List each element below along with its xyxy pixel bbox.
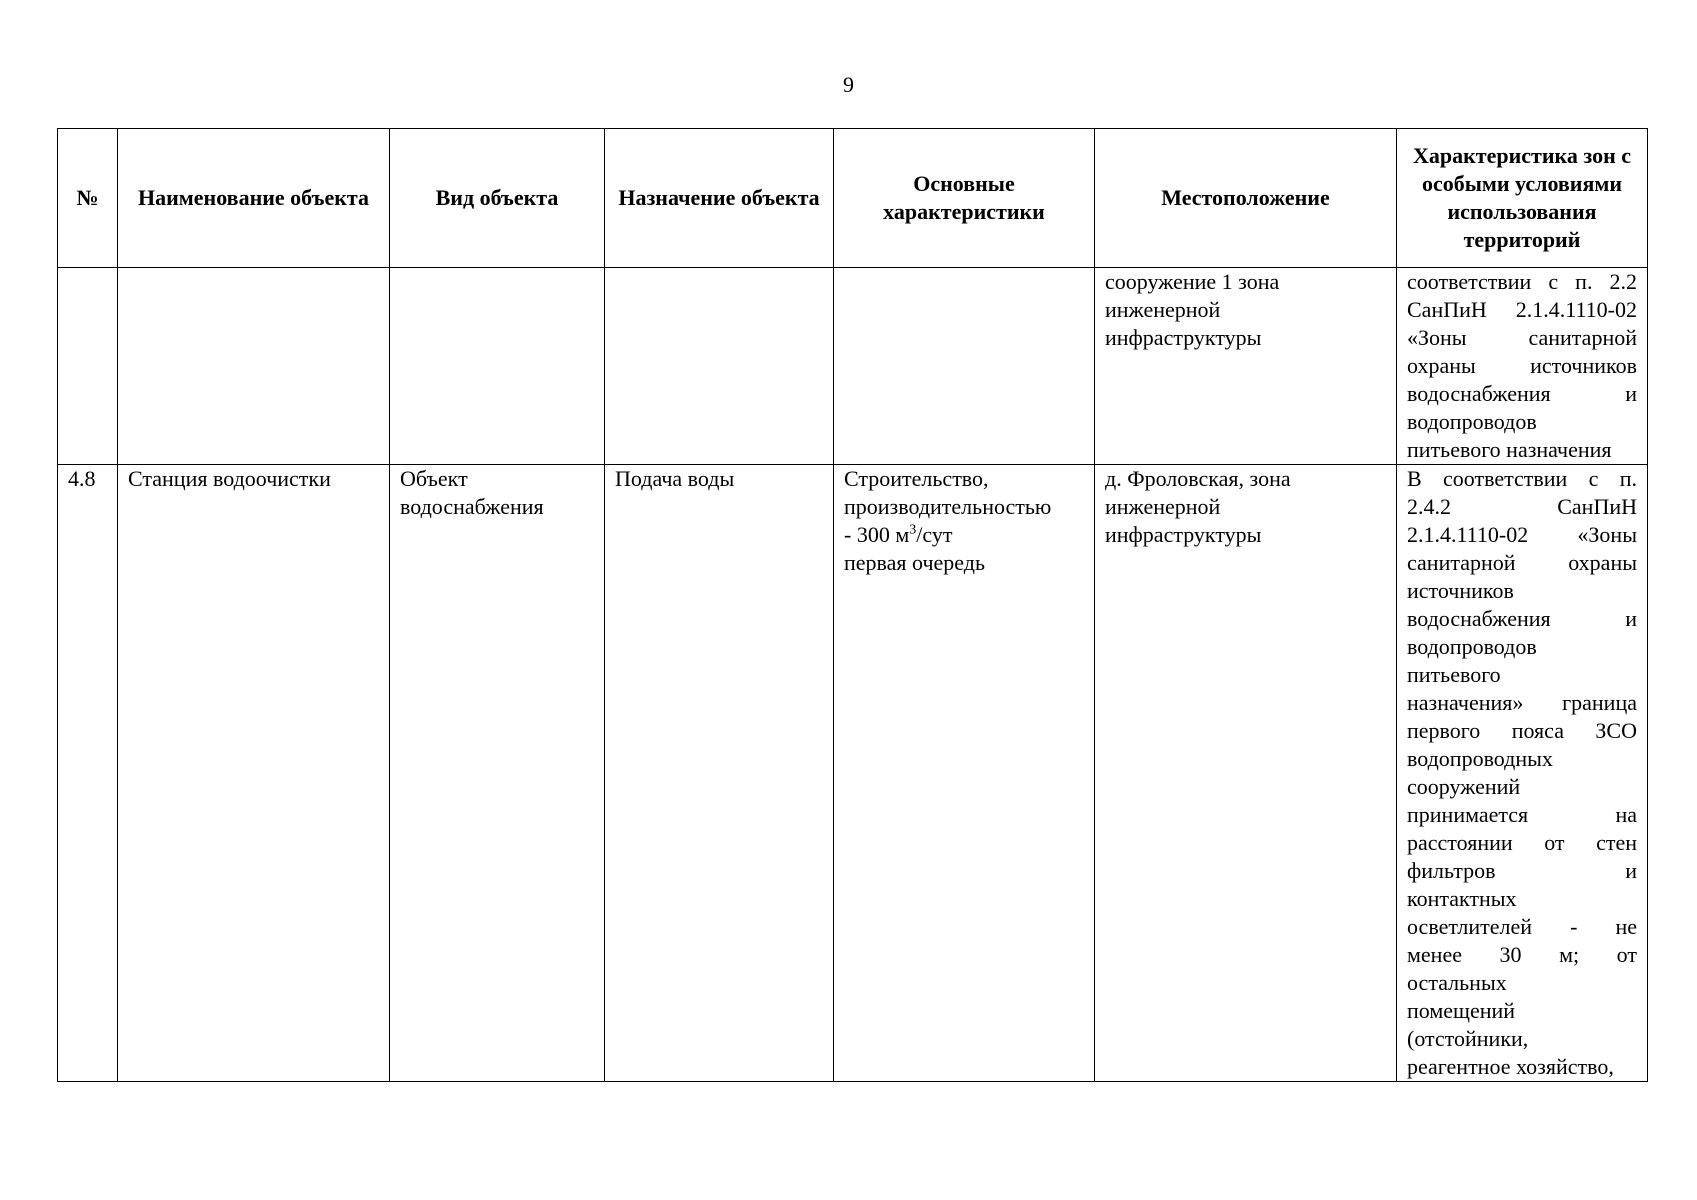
text-line: санитарной охраны: [1407, 550, 1637, 575]
text-line: водоснабжения и: [1407, 606, 1637, 631]
cell-name: Станция водоочистки: [118, 465, 390, 1082]
text-line: д. Фроловская, зона: [1105, 466, 1291, 491]
text-line: соответствии с п. 2.2: [1407, 269, 1637, 294]
text-line: инфраструктуры: [1105, 522, 1262, 547]
text-line: инженерной: [1105, 297, 1221, 322]
cell-kind: [390, 465, 605, 1082]
text-line: менее 30 м; от: [1407, 942, 1637, 967]
text-line: контактных: [1407, 886, 1517, 911]
text-line: инженерной: [1105, 494, 1221, 519]
text-line: питьевого: [1407, 662, 1501, 687]
text-line: сооружение 1 зона: [1105, 269, 1280, 294]
text-line: 2.4.2 СанПиН: [1407, 494, 1637, 519]
text-line: первого пояса ЗСО: [1407, 718, 1637, 743]
header-purpose: Назначение объекта: [605, 129, 834, 268]
cell-name: [118, 268, 390, 465]
text-line: Объект: [400, 466, 468, 491]
table-row: [58, 268, 1648, 465]
text-line: водоснабжения и: [1407, 381, 1637, 406]
cell-number: [58, 268, 118, 465]
text-line: остальных: [1407, 970, 1507, 995]
cell-purpose: Подача воды: [605, 465, 834, 1082]
text-line: В соответствии с п.: [1407, 466, 1637, 491]
text-line: (отстойники,: [1407, 1026, 1529, 1051]
objects-table: [57, 128, 1648, 1082]
text-line: питьевого назначения: [1407, 437, 1612, 462]
text-line: водопроводных: [1407, 746, 1553, 771]
header-name: Наименование объекта: [118, 129, 390, 268]
cell-purpose: [605, 268, 834, 465]
text-line: принимается на: [1407, 802, 1637, 827]
text-line: 2.1.4.1110-02 «Зоны: [1407, 522, 1637, 547]
text-line: охраны источников: [1407, 353, 1637, 378]
text-line: источников: [1407, 578, 1514, 603]
header-kind: Вид объекта: [390, 129, 605, 268]
text-line: осветлителей - не: [1407, 914, 1637, 939]
text-line: реагентное хозяйство,: [1407, 1054, 1614, 1079]
header-characteristics: Основные характеристики: [834, 129, 1095, 268]
text-line: СанПиН 2.1.4.1110-02: [1407, 297, 1637, 322]
cell-location: [1095, 465, 1397, 1082]
text-line: Строительство,: [844, 466, 989, 491]
text-line: водопроводов: [1407, 409, 1537, 434]
superscript: 3: [909, 522, 917, 538]
cell-kind: [390, 268, 605, 465]
page-number: 9: [843, 72, 854, 97]
header-location: Местоположение: [1095, 129, 1397, 268]
cell-characteristics: [834, 465, 1095, 1082]
text-line: производительностью: [844, 494, 1052, 519]
cell-zones: [1397, 268, 1648, 465]
text-line: первая очередь: [844, 550, 985, 575]
table-header-row: [58, 129, 1648, 268]
text-line: инфраструктуры: [1105, 325, 1262, 350]
cell-characteristics: [834, 268, 1095, 465]
text-line: расстоянии от стен: [1407, 830, 1637, 855]
text-line: водоснабжения: [400, 494, 544, 519]
cell-location: [1095, 268, 1397, 465]
text-line: [844, 521, 1084, 549]
cell-zones: [1397, 465, 1648, 1082]
capacity-unit: /сут: [916, 522, 953, 547]
text-line: фильтров и: [1407, 858, 1637, 883]
header-zones: Характеристика зон с особыми условиями использования территорий: [1397, 129, 1648, 268]
text-line: «Зоны санитарной: [1407, 325, 1637, 350]
text-line: назначения» граница: [1407, 690, 1637, 715]
table-row: [58, 465, 1648, 1082]
text-line: помещений: [1407, 998, 1516, 1023]
header-number: №: [58, 129, 118, 268]
text-line: водопроводов: [1407, 634, 1537, 659]
cell-number: 4.8: [58, 465, 118, 1082]
text-line: сооружений: [1407, 774, 1521, 799]
capacity-prefix: - 300 м: [844, 522, 910, 547]
